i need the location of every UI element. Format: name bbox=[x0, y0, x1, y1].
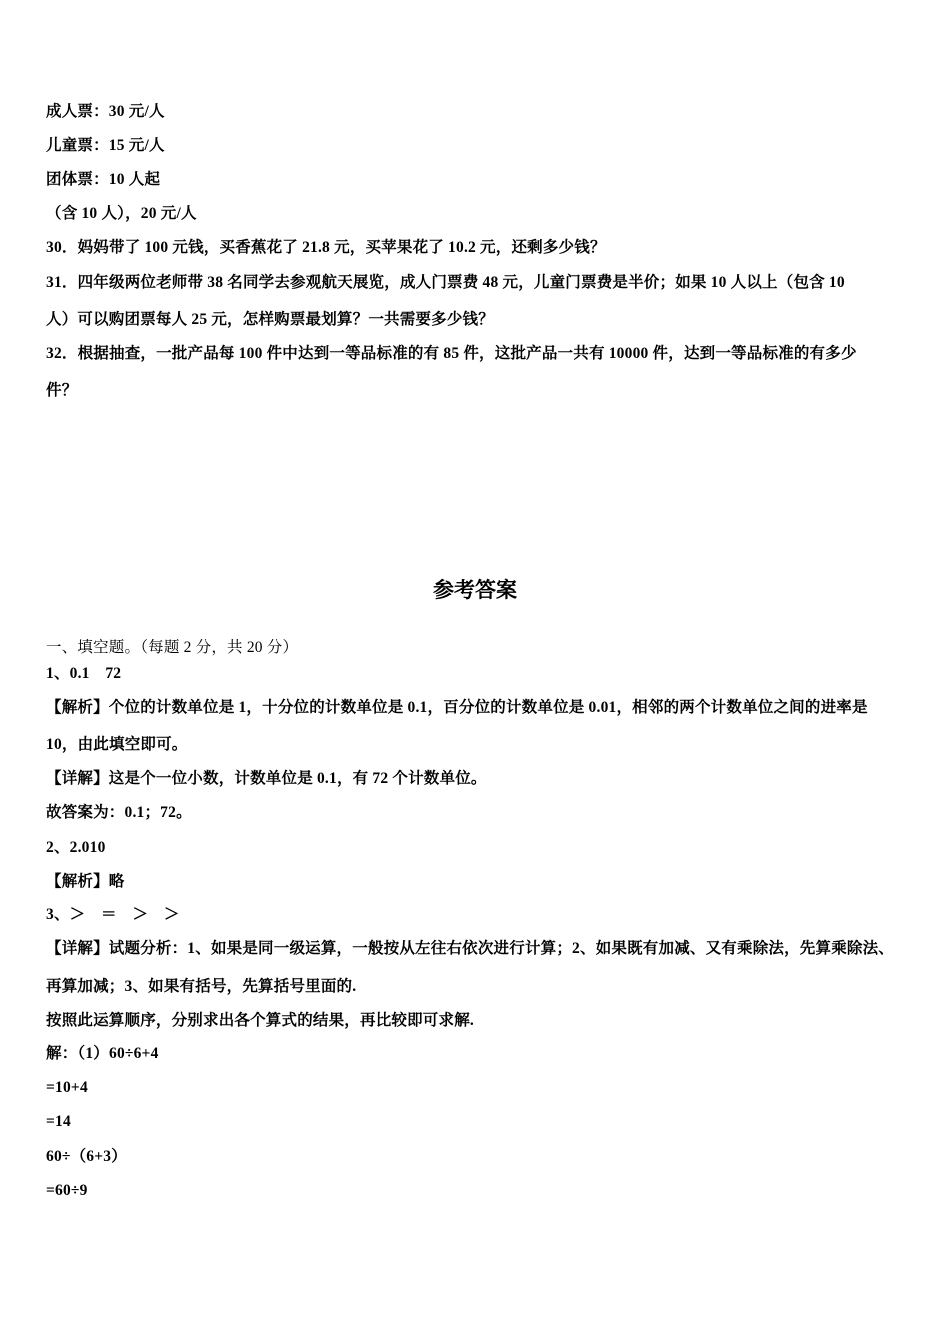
adult-ticket-price: 成人票：30 元/人 bbox=[46, 103, 165, 120]
question-31-line2: 人）可以购团票每人 25 元，怎样购票最划算？一共需要多少钱？ bbox=[46, 311, 494, 328]
answer-3-detail-line2: 再算加减；3、如果有括号，先算括号里面的. bbox=[46, 978, 357, 995]
answer-3: 3、＞ ＝ ＞ ＞ bbox=[46, 906, 180, 923]
answer-3-solution-step5: =60÷9 bbox=[46, 1182, 88, 1199]
child-ticket-price: 儿童票：15 元/人 bbox=[46, 137, 165, 154]
answer-3-detail-line3: 按照此运算顺序，分别求出各个算式的结果，再比较即可求解. bbox=[46, 1012, 474, 1029]
answer-2: 2、2.010 bbox=[46, 839, 106, 856]
answer-3-solution-step3: =14 bbox=[46, 1113, 71, 1130]
answer-1: 1、0.1 72 bbox=[46, 665, 122, 682]
answer-1-detail: 【详解】这是个一位小数，计数单位是 0.1，有 72 个计数单位。 bbox=[46, 770, 487, 787]
answer-3-solution-step2: =10+4 bbox=[46, 1079, 88, 1096]
question-31-line1: 31．四年级两位老师带 38 名同学去参观航天展览，成人门票费 48 元，儿童门票费是半价；如果 10 人以上（包含 10 bbox=[46, 274, 845, 291]
group-ticket-note: （含 10 人），20 元/人 bbox=[46, 205, 197, 222]
answers-title: 参考答案 bbox=[433, 578, 517, 602]
answer-3-solution-step4: 60÷（6+3） bbox=[46, 1148, 127, 1165]
answer-1-analysis-line2: 10，由此填空即可。 bbox=[46, 736, 188, 753]
answer-1-analysis-line1: 【解析】个位的计数单位是 1，十分位的计数单位是 0.1，百分位的计数单位是 0.01，相邻的两个计数单位之间的进率是 bbox=[46, 699, 868, 716]
group-ticket-price: 团体票：10 人起 bbox=[46, 171, 161, 188]
question-32-line2: 件？ bbox=[46, 382, 78, 399]
answer-3-detail-line1: 【详解】试题分析：1、如果是同一级运算，一般按从左往右依次进行计算；2、如果既有加减、又有乘除法，先算乘除法、 bbox=[46, 940, 895, 957]
section-heading: 一、填空题。（每题 2 分，共 20 分） bbox=[46, 639, 299, 656]
answer-1-final: 故答案为：0.1；72。 bbox=[46, 804, 192, 821]
answer-2-analysis: 【解析】略 bbox=[46, 873, 125, 890]
answer-3-solution-step1: 解：（1）60÷6+4 bbox=[46, 1045, 159, 1062]
question-30: 30．妈妈带了 100 元钱，买香蕉花了 21.8 元，买苹果花了 10.2 元，还剩多少钱？ bbox=[46, 239, 606, 256]
question-32-line1: 32．根据抽查，一批产品每 100 件中达到一等品标准的有 85 件，这批产品一共有 10000 件，达到一等品标准的有多少 bbox=[46, 345, 857, 362]
